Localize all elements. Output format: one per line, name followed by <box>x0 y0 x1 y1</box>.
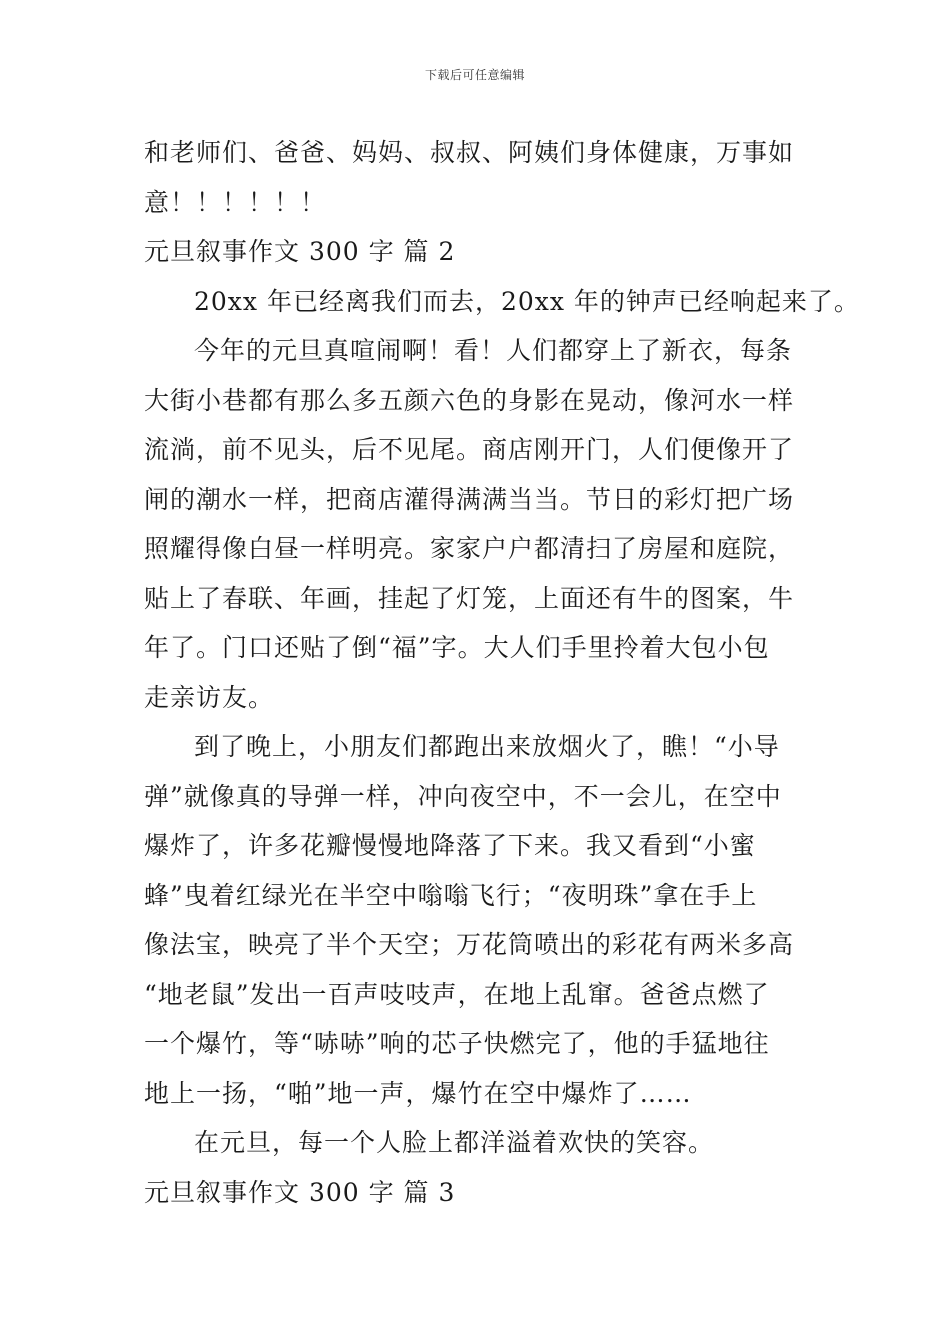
text-line: 意！！！！！！ <box>144 187 327 217</box>
header-note: 下载后可任意编辑 <box>424 68 525 82</box>
text-line: 地上一扬，“啪”地一声，爆竹在空中爆炸了…… <box>144 1078 692 1108</box>
text-line: 年了。门口还贴了倒“福”字。大人们手里拎着大包小包 <box>144 633 770 662</box>
text-line: 和老师们、爸爸、妈妈、叔叔、阿姨们身体健康，万事如 <box>144 138 795 167</box>
text-line: 像法宝，映亮了半个天空；万花筒喷出的彩花有两米多高 <box>144 930 795 959</box>
text-line: 弹”就像真的导弹一样，冲向夜空中，不一会儿，在空中 <box>144 781 782 811</box>
text-line: 今年的元旦真喧闹啊！看！人们都穿上了新衣，每条 <box>194 336 793 365</box>
text-line: 贴上了春联、年画，挂起了灯笼，上面还有牛的图案，牛 <box>144 583 795 613</box>
text-line: “地老鼠”发出一百声吱吱声，在地上乱窜。爸爸点燃了 <box>144 979 770 1009</box>
text-line: 走亲访友。 <box>144 682 275 712</box>
text-line: 元旦叙事作文 300 字 篇 3 <box>144 1177 456 1207</box>
text-line: 大街小巷都有那么多五颜六色的身影在晃动，像河水一样 <box>144 385 795 415</box>
text-line: 流淌，前不见头，后不见尾。商店刚开门，人们便像开了 <box>144 435 795 464</box>
text-line: 爆炸了，许多花瓣慢慢地降落了下来。我又看到“小蜜 <box>144 831 756 860</box>
text-line: 蜂”曳着红绿光在半空中嗡嗡飞行；“夜明珠”拿在手上 <box>144 880 758 910</box>
document-body <box>144 128 860 1217</box>
text-line: 在元旦，每一个人脸上都洋溢着欢快的笑容。 <box>194 1128 715 1157</box>
text-line: 元旦叙事作文 300 字 篇 2 <box>144 237 456 266</box>
text-line: 闸的潮水一样，把商店灌得满满当当。节日的彩灯把广场 <box>144 484 795 514</box>
text-line: 到了晚上，小朋友们都跑出来放烟火了，瞧！“小导 <box>194 732 780 761</box>
text-line: 一个爆竹，等“哧哧”响的芯子快燃完了，他的手猛地往 <box>144 1029 770 1058</box>
text-line: 20xx 年已经离我们而去，20xx 年的钟声已经响起来了。 <box>194 286 860 316</box>
text-line: 照耀得像白昼一样明亮。家家户户都清扫了房屋和庭院， <box>144 534 795 563</box>
